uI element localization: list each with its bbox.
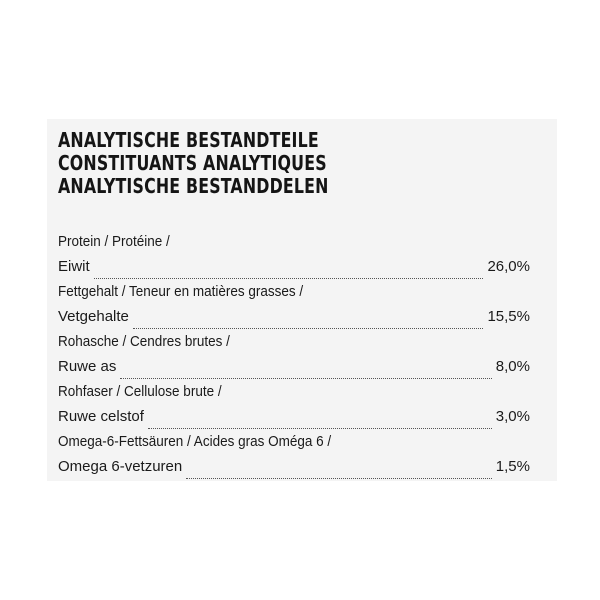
- row-value: 15,5%: [487, 308, 530, 325]
- row-ash: [58, 329, 530, 379]
- dot-leader: [186, 471, 492, 479]
- row-label: Rohfaser / Cellulose brute /: [58, 383, 222, 400]
- row-value-line: [58, 454, 530, 479]
- row-label: Protein / Protéine /: [58, 233, 170, 250]
- row-protein: [58, 229, 530, 279]
- row-name: Ruwe celstof: [58, 408, 144, 425]
- dot-leader: [120, 371, 491, 379]
- row-label: Fettgehalt / Teneur en matières grasses /: [58, 283, 304, 300]
- row-value: 26,0%: [487, 258, 530, 275]
- row-value-line: [58, 254, 530, 279]
- row-value: 3,0%: [495, 408, 530, 425]
- row-name: Vetgehalte: [58, 308, 129, 325]
- row-value-line: [58, 304, 530, 329]
- row-label: Omega-6-Fettsäuren / Acides gras Oméga 6 /: [58, 433, 332, 450]
- constituent-list: [58, 229, 530, 479]
- heading-french: CONSTITUANTS ANALYTIQUES: [58, 151, 327, 175]
- row-label: Rohasche / Cendres brutes /: [58, 333, 230, 350]
- row-value: 8,0%: [495, 358, 530, 375]
- row-fibre: [58, 379, 530, 429]
- row-omega6: [58, 429, 530, 479]
- heading-dutch: ANALYTISCHE BESTANDDELEN: [58, 174, 329, 198]
- row-name: Ruwe as: [58, 358, 117, 375]
- row-name: Omega 6-vetzuren: [58, 458, 183, 475]
- heading-block: [58, 129, 366, 198]
- row-value-line: [58, 354, 530, 379]
- heading-german: ANALYTISCHE BESTANDTEILE: [58, 128, 319, 152]
- dot-leader: [94, 271, 484, 279]
- row-value: 1,5%: [495, 458, 530, 475]
- row-fat: [58, 279, 530, 329]
- row-name: Eiwit: [58, 258, 90, 275]
- dot-leader: [148, 421, 492, 429]
- row-value-line: [58, 404, 530, 429]
- dot-leader: [133, 321, 484, 329]
